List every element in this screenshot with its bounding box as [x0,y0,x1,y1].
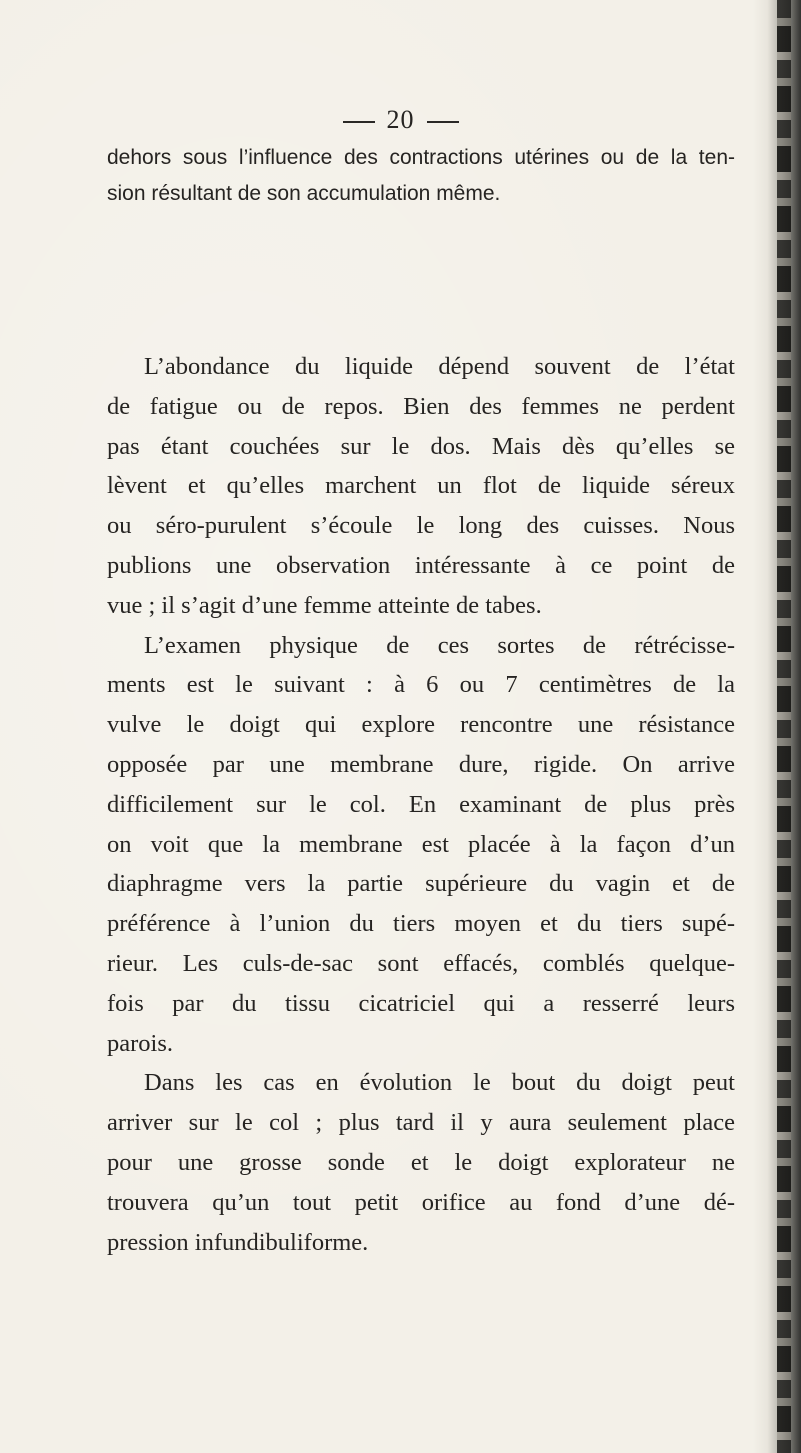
text-line: ments est le suivant : à 6 ou 7 centimètres de la [107,671,735,699]
text-line: publions une observation intéressante à ce point de [107,551,735,579]
text-line: opposée par une membrane dure, rigide. On arrive [107,750,735,778]
text-line: pour une grosse sonde et le doigt explorateur ne [107,1148,735,1176]
paragraph-first-line: L’abondance du liquide dépend souvent de l’état [144,353,735,380]
page-number-value: 20 [386,105,415,134]
paragraph-first-line: L’examen physique de ces sortes de rétrécisse- [144,631,735,659]
text-line: on voit que la membrane est placée à la façon d’un [107,830,735,858]
text-line: sion résultant de son accumulation même. [107,181,501,205]
text-line: arriver sur le col ; plus tard il y aura seulement place [107,1109,735,1137]
page-number-dash-right [427,121,459,123]
text-line: dehors sous l’influence des contractions utérines ou de la ten- [107,146,735,169]
text-line: pression infundibuliforme. [107,1228,369,1256]
text-line: fois par du tissu cicatriciel qui a resserré leurs [107,989,735,1017]
text-line: lèvent et qu’elles marchent un flot de liquide séreux [107,472,735,500]
text-line: vue ; il s’agit d’une femme atteinte de tabes. [107,591,542,619]
page-number-dash-left [343,121,375,123]
text-line: vulve le doigt qui explore rencontre une résistance [107,711,735,739]
paragraph-first-line: Dans les cas en évolution le bout du doigt peut [144,1069,735,1097]
text-line: préférence à l’union du tiers moyen et du tiers supé- [107,910,735,938]
body-text [107,347,735,1262]
text-line: diaphragme vers la partie supérieure du vagin et de [107,870,735,898]
text-line: rieur. Les culs-de-sac sont effacés, comblés quelque- [107,949,735,977]
continuation-paragraph [107,140,735,211]
text-line: pas étant couchées sur le dos. Mais dès qu’elles se [107,432,735,460]
text-line: ou séro-purulent s’écoule le long des cuisses. Nous [107,512,735,540]
binding-stripe [777,0,791,1453]
text-line: trouvera qu’un tout petit orifice au fond d’une dé- [107,1188,735,1216]
page-number [0,105,801,135]
text-line: parois. [107,1029,173,1057]
text-line: de fatigue ou de repos. Bien des femmes ne perdent [107,392,735,420]
text-line: difficilement sur le col. En examinant de plus près [107,790,735,818]
